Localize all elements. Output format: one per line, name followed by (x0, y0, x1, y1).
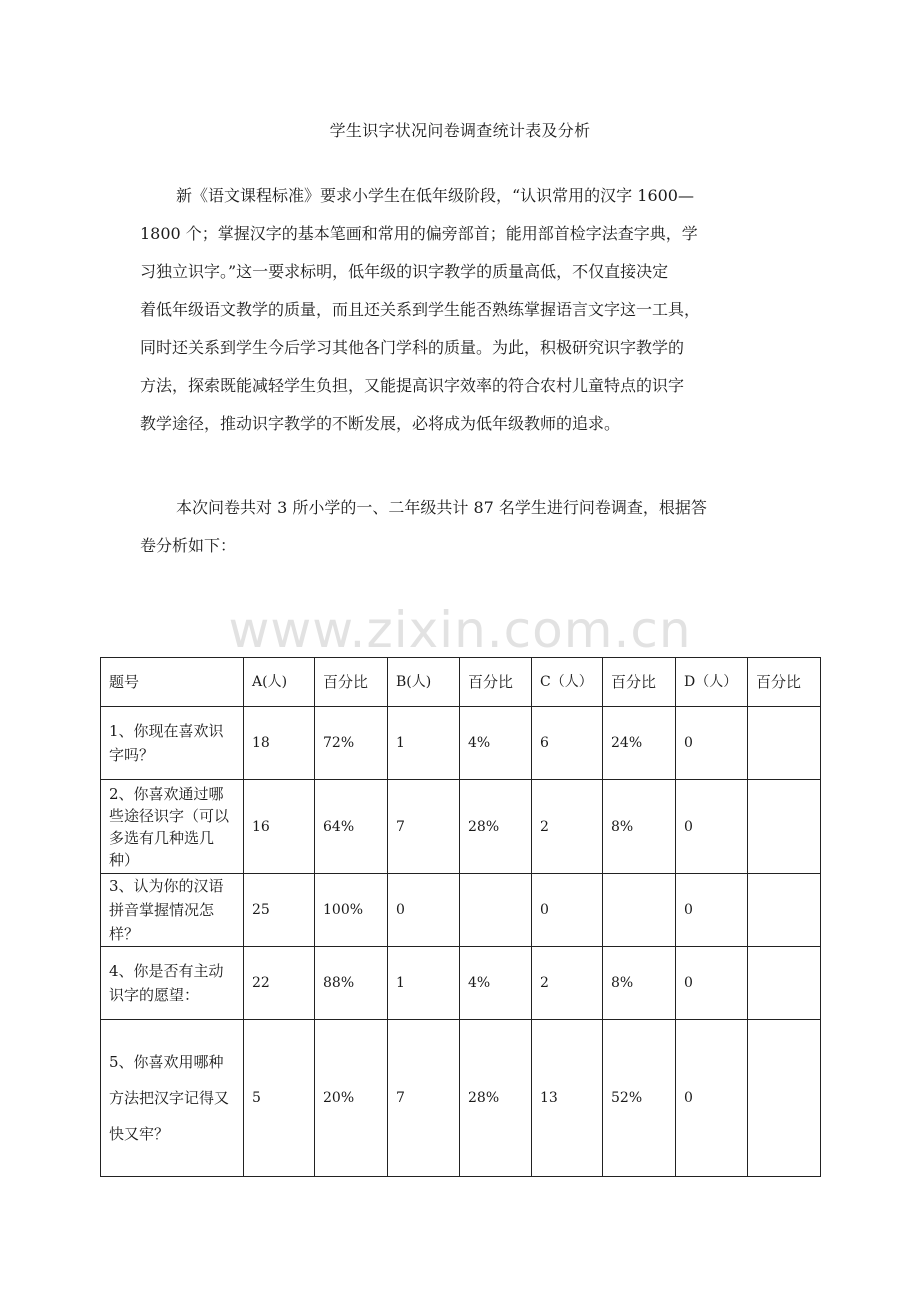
d-percent-cell (748, 1020, 821, 1177)
paragraph-line: 同时还关系到学生今后学习其他各门学科的质量。为此，积极研究识字教学的 (140, 338, 685, 357)
question-cell: 3、认为你的汉语拼音掌握情况怎样？ (101, 874, 244, 947)
header-c-percent: 百分比 (603, 658, 676, 707)
a-count-cell: 22 (244, 947, 315, 1020)
paragraph-line: 教学途径，推动识字教学的不断发展，必将成为低年级教师的追求。 (140, 414, 621, 433)
a-percent-cell: 72% (315, 707, 388, 780)
a-count-cell: 18 (244, 707, 315, 780)
c-percent-cell: 52% (603, 1020, 676, 1177)
header-d-count: D（人） (676, 658, 748, 707)
intro-paragraph (140, 177, 788, 443)
d-count-cell: 0 (676, 780, 748, 874)
table-row (101, 707, 821, 780)
b-percent-cell (460, 874, 532, 947)
b-count-cell: 1 (388, 947, 460, 1020)
table-row (101, 780, 821, 874)
header-a-count: A(人) (244, 658, 315, 707)
b-percent-cell: 4% (460, 707, 532, 780)
b-count-cell: 1 (388, 707, 460, 780)
a-percent-cell: 64% (315, 780, 388, 874)
b-count-cell: 0 (388, 874, 460, 947)
b-count-cell: 7 (388, 780, 460, 874)
paragraph-line: 新《语文课程标准》要求小学生在低年级阶段，“认识常用的汉字 1600— (176, 186, 694, 205)
paragraph-line: 习独立识字。”这一要求标明，低年级的识字教学的质量高低，不仅直接决定 (140, 262, 669, 281)
d-count-cell: 0 (676, 707, 748, 780)
d-percent-cell (748, 707, 821, 780)
d-count-cell: 0 (676, 874, 748, 947)
question-cell: 4、你是否有主动识字的愿望： (101, 947, 244, 1020)
table-header-row (101, 658, 821, 707)
paragraph-line: 1800 个；掌握汉字的基本笔画和常用的偏旁部首；能用部首检字法查字典，学 (140, 224, 698, 243)
d-count-cell: 0 (676, 1020, 748, 1177)
b-percent-cell: 28% (460, 1020, 532, 1177)
a-count-cell: 16 (244, 780, 315, 874)
header-b-percent: 百分比 (460, 658, 532, 707)
question-cell: 1、你现在喜欢识字吗？ (101, 707, 244, 780)
header-c-count: C（人） (532, 658, 603, 707)
document-title: 学生识字状况问卷调查统计表及分析 (329, 121, 591, 140)
a-count-cell: 25 (244, 874, 315, 947)
header-b-count: B(人) (388, 658, 460, 707)
c-count-cell: 0 (532, 874, 603, 947)
paragraph-line: 着低年级语文教学的质量，而且还关系到学生能否熟练掌握语言文字这一工具， (140, 300, 701, 319)
d-percent-cell (748, 874, 821, 947)
a-percent-cell: 88% (315, 947, 388, 1020)
header-question: 题号 (101, 658, 244, 707)
c-percent-cell: 8% (603, 780, 676, 874)
table-row (101, 947, 821, 1020)
c-count-cell: 13 (532, 1020, 603, 1177)
c-percent-cell: 24% (603, 707, 676, 780)
table-row (101, 1020, 821, 1177)
a-percent-cell: 20% (315, 1020, 388, 1177)
paragraph-line: 本次问卷共对 3 所小学的一、二年级共计 87 名学生进行问卷调查，根据答 (176, 498, 707, 517)
b-percent-cell: 28% (460, 780, 532, 874)
d-percent-cell (748, 947, 821, 1020)
c-count-cell: 2 (532, 780, 603, 874)
paragraph-line: 卷分析如下： (140, 536, 237, 555)
watermark: www.zixin.com.cn (228, 601, 692, 659)
c-count-cell: 2 (532, 947, 603, 1020)
c-count-cell: 6 (532, 707, 603, 780)
paragraph-line: 方法，探索既能减轻学生负担，又能提高识字效率的符合农村儿童特点的识字 (140, 376, 685, 395)
a-percent-cell: 100% (315, 874, 388, 947)
a-count-cell: 5 (244, 1020, 315, 1177)
question-cell: 5、你喜欢用哪种方法把汉字记得又快又牢？ (101, 1020, 244, 1177)
d-percent-cell (748, 780, 821, 874)
b-count-cell: 7 (388, 1020, 460, 1177)
question-cell: 2、你喜欢通过哪些途径识字（可以多选有几种选几种） (101, 780, 244, 874)
header-a-percent: 百分比 (315, 658, 388, 707)
d-count-cell: 0 (676, 947, 748, 1020)
survey-statistics-table (100, 657, 821, 1177)
c-percent-cell (603, 874, 676, 947)
table-row (101, 874, 821, 947)
c-percent-cell: 8% (603, 947, 676, 1020)
b-percent-cell: 4% (460, 947, 532, 1020)
survey-summary-paragraph (140, 489, 788, 565)
header-d-percent: 百分比 (748, 658, 821, 707)
